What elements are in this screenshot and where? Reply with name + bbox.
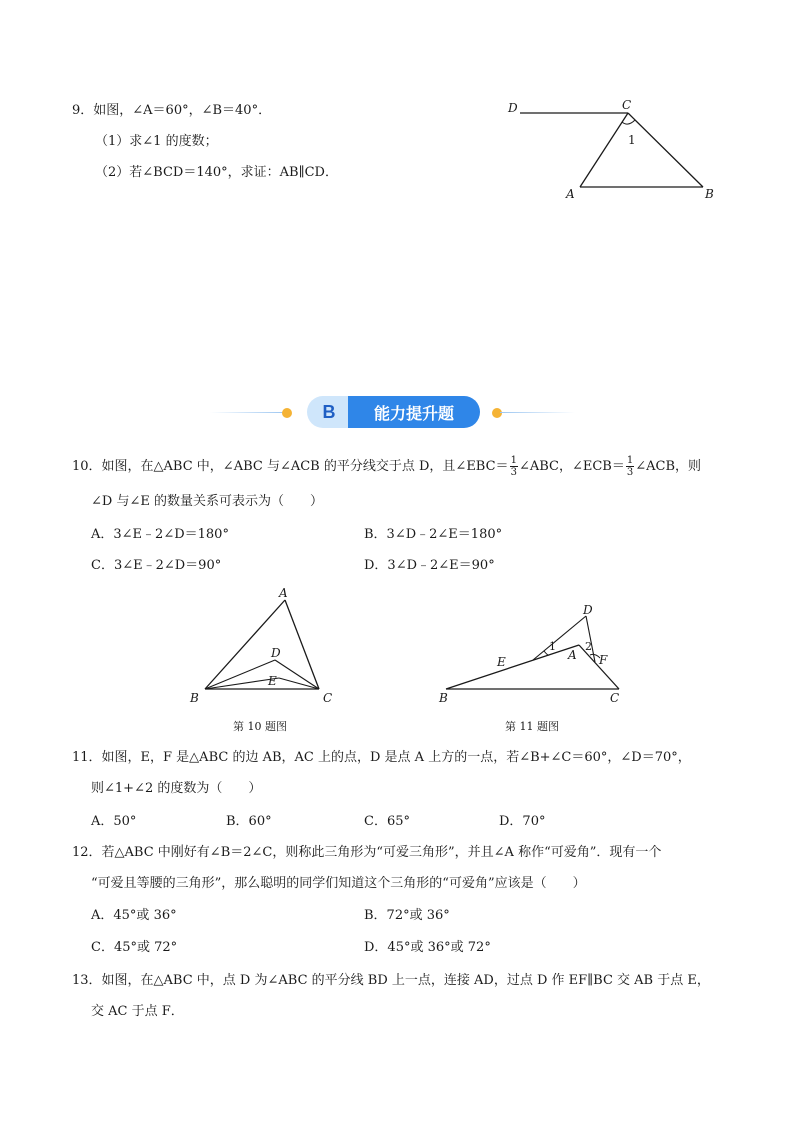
q10-option-a: A．3∠E﹣2∠D＝180° (91, 527, 229, 542)
q10-line-bd (205, 660, 275, 689)
q11-line-ba (446, 645, 579, 689)
q11-label-c: C (610, 691, 620, 705)
q10-label-e: E (268, 674, 277, 688)
q10-stem-a: 10．如图，在△ABC 中，∠ABC 与∠ACB 的平分线交于点 D，且∠EBC＝ (72, 459, 509, 474)
q11-stem: 11．如图，E，F 是△ABC 的边 AB，AC 上的点，D 是点 A 上方的一点，若∠B+∠C＝60°，∠D＝70°， (72, 750, 691, 765)
q10-option-c: C．3∠E﹣2∠D＝90° (91, 558, 222, 573)
q11-figure (432, 598, 632, 710)
q12-option-a: A．45°或 36° (91, 908, 177, 923)
q9-label-d: D (508, 101, 518, 115)
q10-frac1-num: 1 (510, 455, 517, 466)
q13-stem-line2: 交 AC 于点 F． (91, 1004, 184, 1019)
q9-label-1: 1 (628, 133, 636, 147)
q10-figure-caption: 第 10 题图 (233, 720, 287, 733)
q10-line-ec (279, 678, 319, 689)
q10-frac2-num: 1 (626, 455, 634, 466)
q10-frac1-den: 3 (510, 467, 517, 478)
q10-figure (185, 582, 345, 710)
q9-line-cb (628, 113, 703, 187)
q10-stem-c: ∠ACB，则 (635, 459, 701, 474)
q9-figure (498, 95, 738, 210)
q12-option-c: C．45°或 72° (91, 940, 178, 955)
q9-part1: （1）求∠1 的度数； (95, 134, 218, 149)
banner-left-line (210, 412, 285, 413)
q10-stem-b: ∠ABC，∠ECB＝ (518, 459, 625, 474)
q10-label-c: C (323, 691, 333, 705)
q12-option-b: B．72°或 36° (364, 908, 450, 923)
q12-option-d: D．45°或 36°或 72° (364, 940, 491, 955)
banner-title: 能力提升题 (348, 396, 480, 428)
q10-line-dc (275, 660, 319, 689)
q10-label-a: A (279, 586, 288, 600)
q9-part2: （2）若∠BCD＝140°，求证：AB∥CD． (95, 165, 338, 180)
q11-label-a: A (568, 648, 577, 662)
q11-stem-line2: 则∠1+∠2 的度数为（ ） (91, 781, 262, 796)
q11-line-ed (533, 616, 586, 660)
q11-option-d: D．70° (499, 814, 546, 829)
q13-stem: 13．如图，在△ABC 中，点 D 为∠ABC 的平分线 BD 上一点，连接 AD，过点 D 作 EF∥BC 交 AB 于点 E， (72, 973, 710, 988)
q10-label-d: D (271, 646, 281, 660)
q10-frac2-den: 3 (626, 467, 634, 478)
q10-option-d: D．3∠D﹣2∠E＝90° (364, 558, 495, 573)
q11-label-f: F (599, 653, 608, 667)
q10-option-b: B．3∠D﹣2∠E＝180° (364, 527, 503, 542)
q11-label-2: 2 (585, 640, 592, 653)
q9-label-a: A (566, 187, 575, 201)
q11-label-b: B (439, 691, 448, 705)
q9-stem: 9．如图，∠A＝60°，∠B＝40°． (72, 103, 272, 118)
q10-stem-line2: ∠D 与∠E 的数量关系可表示为（ ） (91, 494, 323, 509)
q11-label-e: E (497, 655, 506, 669)
q11-label-1: 1 (549, 640, 556, 653)
q10-line-ac (285, 600, 319, 689)
q9-angle-arc (622, 120, 635, 124)
q11-option-c: C．65° (364, 814, 410, 829)
banner-right-line (500, 412, 575, 413)
q10-stem (72, 455, 701, 479)
q10-label-b: B (190, 691, 199, 705)
q11-figure-caption: 第 11 题图 (505, 720, 559, 733)
banner-letter: B (307, 396, 351, 428)
q12-stem: 12．若△ABC 中刚好有∠B＝2∠C，则称此三角形为“可爱三角形”，并且∠A 称作“可爱角”．现有一个 (72, 845, 662, 860)
q10-fraction-2 (626, 455, 634, 478)
q9-label-b: B (705, 187, 714, 201)
banner-right-dot (492, 408, 502, 418)
q10-fraction-1 (510, 455, 518, 478)
q12-stem-line2: “可爱且等腰的三角形”，那么聪明的同学们知道这个三角形的“可爱角”应该是（ ） (91, 876, 586, 891)
q11-label-d: D (583, 603, 593, 617)
q9-line-ca (580, 113, 628, 187)
q11-option-a: A．50° (91, 814, 137, 829)
q11-option-b: B．60° (226, 814, 272, 829)
q9-label-c: C (622, 98, 632, 112)
banner-left-dot (282, 408, 292, 418)
